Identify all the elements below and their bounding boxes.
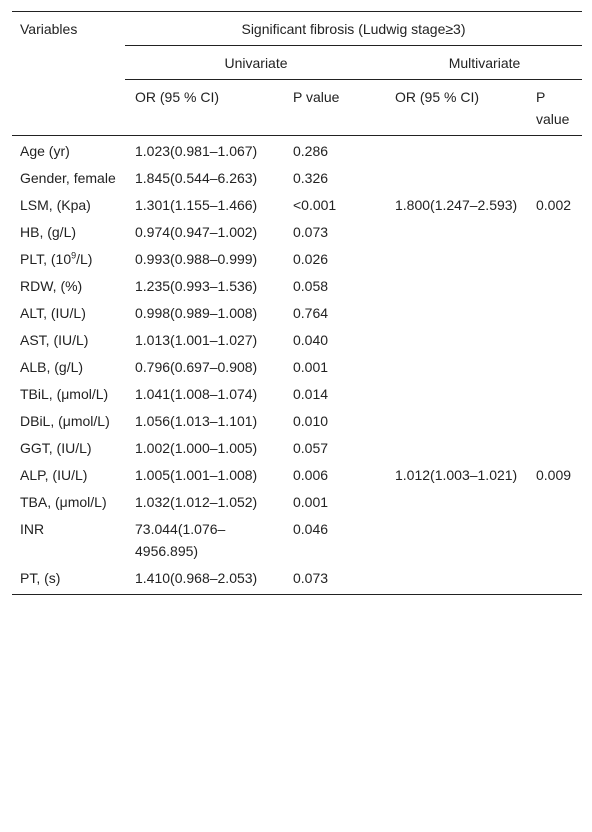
cell-or-multivariate xyxy=(387,326,530,353)
table-row xyxy=(12,564,582,595)
table-row xyxy=(12,272,582,299)
cell-variable: TBiL, (μmol/L) xyxy=(20,386,109,402)
cell-p-univariate: 0.014 xyxy=(293,386,329,402)
table-row xyxy=(12,488,582,515)
cell-variable: ALT, (IU/L) xyxy=(20,305,86,321)
cell-or-univariate: 1.023(0.981–1.067) xyxy=(135,143,258,159)
cell-variable: PLT, $(10^9/L)$ xyxy=(20,250,93,267)
cell-p-univariate: 0.046 xyxy=(293,521,329,537)
cell-or-multivariate xyxy=(387,164,530,191)
cell-or-univariate: 1.301(1.155–1.466) xyxy=(135,197,258,213)
cell-variable: GGT, (IU/L) xyxy=(20,440,92,456)
cell-or-multivariate xyxy=(387,515,530,564)
table-row xyxy=(12,434,582,461)
header-or-multivariate: OR (95 % CI) xyxy=(395,89,480,105)
cell-or-multivariate xyxy=(387,245,530,272)
header-p-multivariate: P value xyxy=(536,89,570,127)
header-p-univariate: P value xyxy=(293,89,340,105)
cell-variable: LSM, (Kpa) xyxy=(20,197,91,213)
cell-or-multivariate xyxy=(387,434,530,461)
cell-or-univariate: 1.005(1.001–1.008) xyxy=(135,467,258,483)
header-multivariate: Multivariate xyxy=(387,46,582,80)
table-row xyxy=(12,515,582,564)
cell-or-univariate: 0.998(0.989–1.008) xyxy=(135,305,258,321)
header-or-univariate: OR (95 % CI) xyxy=(135,89,220,105)
cell-p-multivariate xyxy=(530,515,582,564)
table-header xyxy=(12,12,582,136)
cell-or-multivariate xyxy=(387,136,530,165)
cell-variable: Age (yr) xyxy=(20,143,70,159)
table-row xyxy=(12,218,582,245)
table-row xyxy=(12,164,582,191)
cell-p-univariate: 0.058 xyxy=(293,278,329,294)
cell-variable: DBiL, (μmol/L) xyxy=(20,413,110,429)
cell-or-univariate: 0.974(0.947–1.002) xyxy=(135,224,258,240)
cell-p-multivariate xyxy=(530,380,582,407)
cell-variable: PT, (s) xyxy=(20,570,61,586)
cell-or-univariate: 1.032(1.012–1.052) xyxy=(135,494,258,510)
cell-or-multivariate xyxy=(387,380,530,407)
cell-variable: TBA, (μmol/L) xyxy=(20,494,107,510)
cell-p-univariate: 0.040 xyxy=(293,332,329,348)
cell-or-multivariate: 1.800(1.247–2.593) xyxy=(395,197,518,213)
table-row xyxy=(12,461,582,488)
cell-p-univariate: 0.073 xyxy=(293,570,329,586)
cell-or-multivariate xyxy=(387,353,530,380)
cell-p-multivariate: 0.002 xyxy=(536,197,572,213)
table-row xyxy=(12,380,582,407)
cell-variable: AST, (IU/L) xyxy=(20,332,89,348)
table-row xyxy=(12,245,582,272)
cell-p-univariate: 0.286 xyxy=(293,143,329,159)
cell-or-multivariate xyxy=(387,272,530,299)
table-row xyxy=(12,136,582,165)
cell-variable: RDW, (%) xyxy=(20,278,83,294)
cell-or-multivariate xyxy=(387,564,530,595)
cell-p-multivariate xyxy=(530,218,582,245)
cell-or-univariate: 1.013(1.001–1.027) xyxy=(135,332,258,348)
cell-variable: HB, (g/L) xyxy=(20,224,77,240)
cell-or-univariate: 1.041(1.008–1.074) xyxy=(135,386,258,402)
cell-p-univariate: 0.764 xyxy=(293,305,329,321)
table-row xyxy=(12,326,582,353)
cell-variable: ALP, (IU/L) xyxy=(20,467,88,483)
cell-or-univariate: 1.845(0.544–6.263) xyxy=(135,170,258,186)
cell-p-univariate: 0.073 xyxy=(293,224,329,240)
cell-p-univariate: 0.326 xyxy=(293,170,329,186)
cell-p-univariate: 0.057 xyxy=(293,440,329,456)
cell-or-univariate: 1.002(1.000–1.005) xyxy=(135,440,258,456)
cell-p-multivariate xyxy=(530,564,582,595)
cell-or-univariate: 1.410(0.968–2.053) xyxy=(135,570,258,586)
cell-or-multivariate xyxy=(387,218,530,245)
cell-variable: INR xyxy=(20,521,45,537)
cell-p-multivariate xyxy=(530,488,582,515)
cell-or-univariate: 1.235(0.993–1.536) xyxy=(135,278,258,294)
cell-p-multivariate xyxy=(530,326,582,353)
cell-variable: Gender, female xyxy=(20,170,116,186)
header-univariate: Univariate xyxy=(125,46,387,80)
cell-p-univariate: 0.010 xyxy=(293,413,329,429)
cell-p-multivariate xyxy=(530,299,582,326)
cell-or-multivariate xyxy=(387,299,530,326)
table-row xyxy=(12,407,582,434)
cell-or-univariate: 0.993(0.988–0.999) xyxy=(135,251,258,267)
header-group: Significant fibrosis (Ludwig stage≥3) xyxy=(125,12,582,46)
cell-p-multivariate xyxy=(530,434,582,461)
cell-or-multivariate xyxy=(387,488,530,515)
cell-or-multivariate: 1.012(1.003–1.021) xyxy=(395,467,518,483)
cell-p-multivariate xyxy=(530,353,582,380)
cell-p-multivariate xyxy=(530,164,582,191)
cell-p-univariate: <0.001 xyxy=(293,197,337,213)
cell-or-univariate: 73.044(1.076–4956.895) xyxy=(135,521,226,559)
cell-p-multivariate xyxy=(530,272,582,299)
header-variables: Variables xyxy=(20,21,78,37)
header-row-1 xyxy=(12,12,582,46)
cell-p-multivariate xyxy=(530,136,582,165)
cell-p-univariate: 0.001 xyxy=(293,359,329,375)
table-row xyxy=(12,353,582,380)
cell-or-univariate: 1.056(1.013–1.101) xyxy=(135,413,258,429)
table-row xyxy=(12,299,582,326)
cell-variable: ALB, (g/L) xyxy=(20,359,84,375)
cell-p-multivariate: 0.009 xyxy=(536,467,572,483)
table-row xyxy=(12,191,582,218)
cell-p-univariate: 0.026 xyxy=(293,251,329,267)
cell-p-multivariate xyxy=(530,407,582,434)
cell-p-univariate: 0.001 xyxy=(293,494,329,510)
cell-p-univariate: 0.006 xyxy=(293,467,329,483)
regression-table xyxy=(12,11,582,595)
cell-or-univariate: 0.796(0.697–0.908) xyxy=(135,359,258,375)
cell-or-multivariate xyxy=(387,407,530,434)
table-body xyxy=(12,136,582,595)
cell-p-multivariate xyxy=(530,245,582,272)
